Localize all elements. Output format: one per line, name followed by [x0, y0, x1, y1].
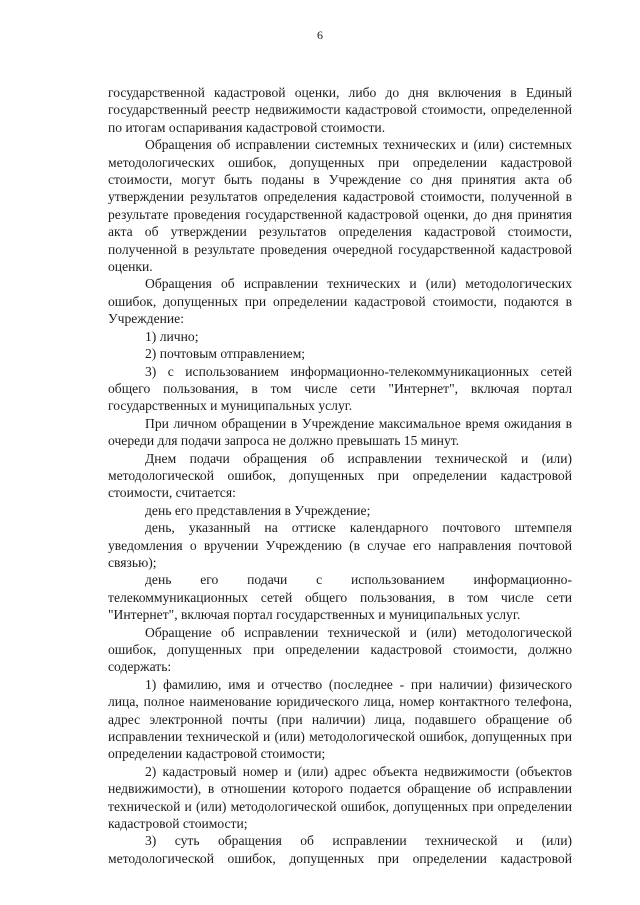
list-item: 3) с использованием информационно-телекоммуникационных сетей общего пользования, в том числе сети "Интернет", включая портал государственных и муниципальных услуг.	[108, 363, 572, 414]
list-item: 3) суть обращения об исправлении технической и (или) методологической ошибок, допущенных при определении кадастровой	[108, 833, 572, 866]
list-item: 1) лично;	[145, 328, 199, 344]
document-body	[108, 84, 572, 867]
list-item: 2) почтовым отправлением;	[145, 346, 306, 362]
list-item: 1) фамилию, имя и отчество (последнее - при наличии) физического лица, полное наименование юридического лица, номер контактного телефона, адрес электронной почты (при наличии) лица, подавшего обращение об исправлении технической и (или) методологической ошибок, допущенных при определении кадастровой стоимости;	[108, 676, 572, 762]
paragraph: государственной кадастровой оценки, либо до дня включения в Единый государственный реестр недвижимости кадастровой стоимости, определенной по итогам оспаривания кадастровой стоимости.	[108, 85, 572, 135]
list-item: день его представления в Учреждение;	[145, 502, 371, 518]
paragraph: Днем подачи обращения об исправлении технической и (или) методологической ошибок, допущенных при определении кадастровой стоимости, считается:	[108, 450, 572, 501]
list-item: 2) кадастровый номер и (или) адрес объекта недвижимости (объектов недвижимости), в отношении которого подается обращение об исправлении технической и (или) методологической ошибок, допущенных при определении кадастровой стоимости;	[108, 763, 572, 832]
list-item: день его подачи с использованием информационно-телекоммуникационных сетей общего пользования, в том числе сети "Интернет", включая портал государственных и муниципальных услуг.	[108, 572, 572, 623]
page-number: 6	[317, 28, 323, 42]
paragraph: Обращения об исправлении системных технических и (или) системных методологических ошибок, допущенных при определении кадастровой стоимости, могут быть поданы в Учреждение со дня принятия акта об утверждении результатов определения кадастровой стоимости, полученной в результате проведения государственной кадастровой оценки, до дня принятия акта об утверждении результатов определения кадастровой стоимости, полученной в результате проведения очередной государственной кадастровой оценки.	[108, 137, 572, 275]
paragraph: Обращение об исправлении технической и (или) методологической ошибок, допущенных при определении кадастровой стоимости, должно содержать:	[108, 624, 572, 675]
paragraph: Обращения об исправлении технических и (или) методологических ошибок, допущенных при определении кадастровой стоимости, подаются в Учреждение:	[108, 276, 572, 327]
paragraph: При личном обращении в Учреждение максимальное время ожидания в очереди для подачи запроса не должно превышать 15 минут.	[108, 415, 572, 449]
list-item: день, указанный на оттиске календарного почтового штемпеля уведомления о вручении Учреждению (в случае его направления почтовой связью);	[108, 520, 572, 570]
